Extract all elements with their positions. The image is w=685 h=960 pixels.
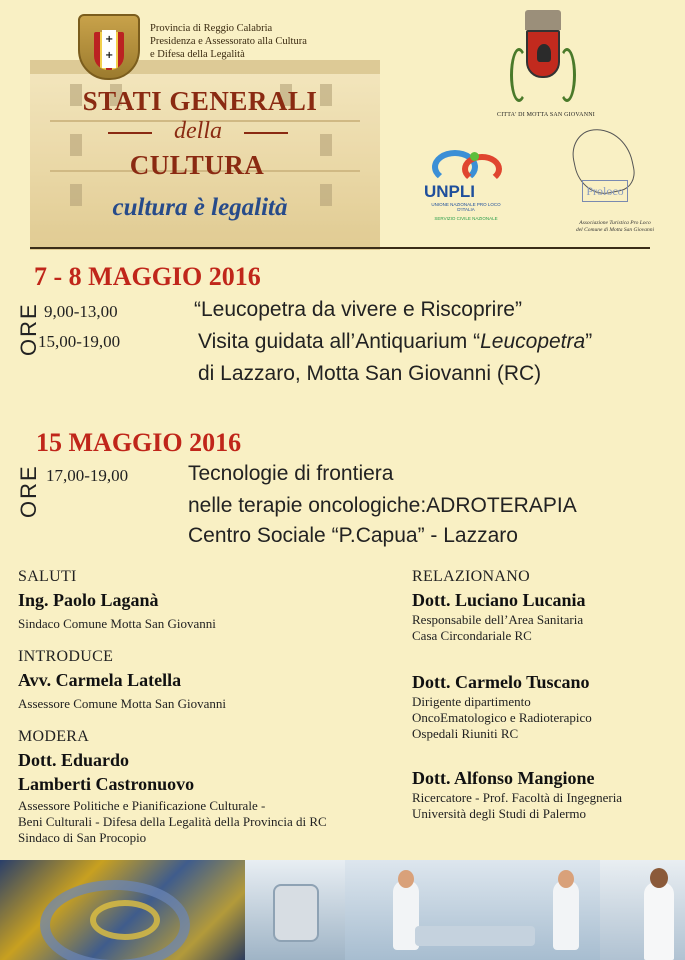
unpli-service: SERVIZIO CIVILE NAZIONALE [434,216,498,221]
event1-line2-prefix: Visita guidata all’Antiquarium “ [198,330,481,353]
relazionano-label: RELAZIONANO [412,568,530,585]
modera-role: Beni Culturali - Difesa della Legalità della Provincia di RC [18,814,327,829]
event2-date: 15 MAGGIO 2016 [36,428,242,457]
city-crest-caption: CITTA' DI MOTTA SAN GIOVANNI [497,112,595,118]
province-text [150,22,350,61]
event2-line3: Centro Sociale “P.Capua” - Lazzaro [188,524,518,547]
province-line: Presidenza e Assessorato alla Cultura [150,36,307,47]
province-line: e Difesa della Legalità [150,49,245,60]
unpli-logo [418,148,510,232]
speaker-role: Università degli Studi di Palermo [412,806,587,821]
event2-time: 17,00-19,00 [46,466,129,485]
title-della [108,118,288,145]
machine-photo [245,860,345,960]
province-line: Provincia di Reggio Calabria [150,23,273,34]
speaker-name: Dott. Carmelo Tuscano [412,672,590,692]
event2-ore: ORE [16,464,41,518]
speaker-name: Dott. Luciano Lucania [412,590,586,610]
accelerator-photo [0,860,245,960]
unpli-subline: UNIONE NAZIONALE PRO LOCO D'ITALIA [431,202,501,212]
subtitle: cultura è legalità [112,194,288,221]
modera-role: Sindaco di San Procopio [18,830,147,845]
event2-line1: Tecnologie di frontiera [188,462,394,485]
proloco-caption [560,220,670,234]
introduce-name: Avv. Carmela Latella [18,670,182,690]
modera-label: MODERA [18,728,90,745]
province-crest-icon: + + [78,14,140,80]
header-divider [30,247,650,249]
speaker-role: Ricercatore - Prof. Facoltà di Ingegneria [412,790,623,805]
event1-title: “Leucopetra da vivere e Riscoprire” [194,298,522,321]
saluti-role: Sindaco Comune Motta San Giovanni [18,616,216,631]
event1-ore: ORE [16,302,41,356]
proloco-logo [560,122,670,240]
event1-date: 7 - 8 MAGGIO 2016 [34,262,261,291]
photo-strip [0,860,685,960]
title-della-text: della [174,118,222,144]
treatment-room-photo [345,860,600,960]
event1-line2-suffix: ” [585,330,593,353]
modera-role: Assessore Politiche e Pianificazione Culturale - [18,798,266,813]
city-crest-icon [508,8,578,118]
event2-line2: nelle terapie oncologiche:ADROTERAPIA [188,494,577,517]
introduce-role: Assessore Comune Motta San Giovanni [18,696,226,711]
introduce-label: INTRODUCE [18,648,114,665]
event1-line2-italic: Leucopetra [480,330,586,353]
speaker-role: Dirigente dipartimento [412,694,531,709]
speaker-role: Responsabile dell’Area Sanitaria [412,612,584,627]
proloco-caption-line: Associazione Turistica Pro Loco [579,220,651,226]
saluti-label: SALUTI [18,568,77,585]
event1-time: 9,00-13,00 [44,302,118,321]
doctor-photo [600,860,685,960]
unpli-name: UNPLI [424,182,475,201]
speaker-role: Ospedali Riuniti RC [412,726,519,741]
proloco-mark: Proloco [582,180,628,202]
speaker-name: Dott. Alfonso Mangione [412,768,595,788]
speaker-role: Casa Circondariale RC [412,628,532,643]
event1-line3: di Lazzaro, Motta San Giovanni (RC) [198,362,542,385]
modera-name: Lamberti Castronuovo [18,774,195,794]
saluti-name: Ing. Paolo Laganà [18,590,159,610]
poster-header [0,0,685,250]
modera-name: Dott. Eduardo [18,750,130,770]
event1-line2 [198,330,592,354]
title-stati-generali: STATI GENERALI [82,86,318,116]
proloco-caption-line: del Comune di Motta San Giovanni [575,227,655,233]
title-cultura: CULTURA [129,150,265,180]
event1-time: 15,00-19,00 [38,332,121,351]
speaker-role: OncoEmatologico e Radioterapico [412,710,592,725]
